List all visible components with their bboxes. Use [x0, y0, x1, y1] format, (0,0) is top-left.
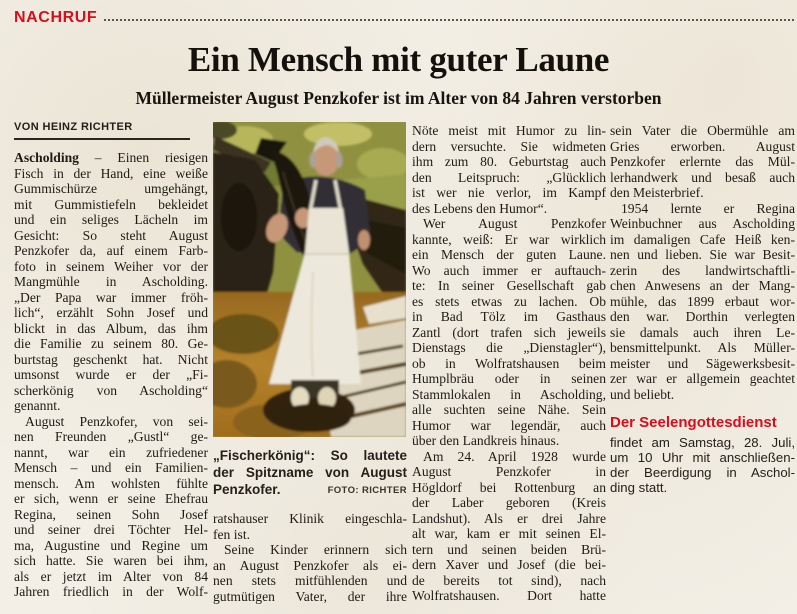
article-line: den Leitspruch: „Glücklich [412, 169, 606, 185]
article-line: nen Freunden „Gustl“ ge- [14, 429, 208, 444]
article-line: tern und seinen beiden Brü- [412, 541, 606, 557]
article-line: sich hatte. Sie waren bei ihm, [14, 553, 208, 568]
article-line: es stets etwas zu lachen. Ob [412, 293, 606, 309]
article-line: Ascholding – Einen riesigen [14, 150, 208, 165]
article-line: Jahren friedlich in der Wolf- [14, 584, 208, 599]
article-line: Penzkofer da, auf einem Farb- [14, 243, 208, 258]
article-line: fen ist. [213, 526, 250, 542]
article-line: gutmütigen Vater, der ihre [213, 588, 407, 604]
obituary-photo [213, 122, 406, 437]
article-line: de bereits tot sind), nach [412, 572, 606, 588]
article-line: nannt, war ein zufriedener [14, 444, 208, 460]
article-line: alt war, kam er mit seinen El- [412, 526, 606, 541]
article-line: meister und Sägewerksbesit- [610, 355, 795, 371]
article-line: Weinbuchner aus Ascholding [610, 216, 795, 231]
article-line: Stammlokalen in Ascholding, [412, 386, 606, 402]
article-line: ihm zum 80. Geburtstag auch [412, 154, 606, 169]
article-line: burtstag geschenkt hat. Nicht [14, 351, 208, 367]
article-headline: Ein Mensch mit guter Laune [187, 40, 610, 79]
article-line: Wer August Penzkofer [423, 216, 606, 231]
article-line: die Familie zu seinem 80. Ge- [14, 336, 208, 351]
article-line: dern versuchte. Sie widmeten [412, 138, 606, 154]
article-line: den war. Dorthin verlegten [610, 309, 795, 324]
section-kicker: NACHRUF [14, 9, 98, 26]
service-notice [610, 414, 795, 495]
photo-illustration [213, 122, 406, 437]
article-line: Dienstags die „Dienstagler“), [412, 340, 606, 355]
article-column-2-text [213, 511, 407, 604]
article-line: sein Vater die Obermühle am [610, 123, 795, 138]
article-line: Wolfratshausen. Dort hatte [412, 588, 606, 603]
article-line: Högldorf bei Rottenburg an [412, 479, 606, 495]
article-line: genannt. [14, 398, 61, 413]
dateline-bold: Ascholding [14, 150, 79, 165]
article-line: Penzkofer erlernte das Mül- [610, 154, 795, 169]
article-column-3 [412, 123, 606, 604]
photo-caption [213, 447, 407, 498]
article-line: und seiner drei Töchter Hel- [14, 522, 208, 537]
article-line: der Laber geboren (Kreis [412, 495, 606, 510]
article-line: über den Landkreis hinaus. [412, 433, 560, 448]
article-line: kannte, weiß: Er war wirklich [412, 231, 606, 247]
service-notice-body [610, 435, 795, 495]
article-line: Nöte meist mit Humor zu lin- [412, 123, 606, 138]
article-line: ist wer nie verlor, im Kampf [412, 185, 606, 200]
article-line: zer war er allgemein geachtet [610, 371, 795, 386]
article-line: mit Gummistiefeln bekleidet [14, 196, 208, 212]
article-line: foto in seinem Weiher vor der [14, 258, 208, 274]
article-line: Gummischürze umgehängt, [14, 181, 208, 196]
article-line: an August Penzkofer als ei- [213, 557, 407, 573]
article-line: lerhandwerk und besaß auch [610, 169, 795, 185]
article-line: mensch. Am wohlsten fühlte [14, 475, 208, 491]
article-line: chen Anwesens an der Mang- [610, 278, 795, 293]
article-subheadline: Müllermeister August Penzkofer ist im Alter von 84 Jahren verstorben [135, 88, 662, 108]
article-line: im damaligen Cafe Heiß ken- [610, 231, 795, 247]
article-line: mühle, das 1899 erbaut wor- [610, 293, 795, 309]
article-line: zerin des landwirtschaftli- [610, 262, 795, 278]
article-line: in Bad Tölz im Gasthaus [412, 309, 606, 324]
article-line: ob in Wolfratshausen beim [412, 355, 606, 371]
article-line: Regina, seinen Sohn Josef [14, 506, 208, 522]
caption-lead: „Fischerkönig“: [213, 448, 316, 463]
notice-line: der Beerdigung in Aschol- [610, 465, 795, 480]
article-line: Mangmühle in Ascholding. [14, 274, 208, 289]
notice-line: findet am Samstag, 28. Juli, [610, 435, 795, 450]
article-line: Humor war legendär, auch [412, 417, 606, 433]
caption-line: Penzkofer. FOTO: RICHTER [213, 482, 407, 497]
article-line: und ein seliges Lächeln im [14, 212, 208, 227]
article-line: Gesicht: So steht August [14, 227, 208, 243]
article-line: nen und lieben. Sie war Besit- [610, 247, 795, 262]
byline: VON HEINZ RICHTER [14, 121, 190, 140]
article-line: Landshut). Als er drei Jahre [412, 510, 606, 526]
article-line: August Penzkofer in [412, 464, 606, 479]
article-line: nen stets mitfühlenden und [213, 573, 407, 588]
article-line: ein Mensch der guten Laune. [412, 247, 606, 262]
article-line: sie damals auch ihren Le- [610, 324, 795, 340]
article-line: blickt in das Album, das ihm [14, 320, 208, 336]
service-notice-heading: Der Seelengottesdienst [610, 414, 777, 431]
article-line: te: In seiner Gesellschaft gab [412, 278, 606, 293]
article-line: dern Xaver und Josef (die bei- [412, 557, 606, 572]
notice-line: ding statt. [610, 480, 668, 495]
article-line: 1954 lernte er Regina [621, 200, 795, 216]
article-line: Gries erworben. August [610, 138, 795, 154]
article-line: ma, Augustine und Regine um [14, 537, 208, 553]
article-column-2 [213, 122, 407, 604]
article-line: Seine Kinder erinnern sich [224, 542, 407, 557]
article-line: er sich, wenn er seine Ehefrau [14, 491, 208, 506]
article-line: Zantl (dort trafen sich jeweils [412, 324, 606, 340]
article-line: umsonst wurde er der „Fi- [14, 367, 208, 382]
article-line: als er jetzt im Alter von 84 [14, 568, 208, 584]
article-line: ratshauser Klinik eingeschla- [213, 511, 407, 526]
article-line: den Meisterbrief. [610, 185, 704, 200]
article-line: lich“, erzählt Sohn Josef und [14, 305, 208, 320]
article-line: des Lebens den Humor“. [412, 200, 548, 216]
article-column-4-text [610, 123, 795, 402]
caption-line: der Spitzname von August [213, 465, 407, 480]
article-line: und beliebt. [610, 386, 675, 402]
dotted-rule [104, 19, 794, 21]
article-line: Mensch – und ein Familien- [14, 460, 208, 475]
article-line: Fisch in der Hand, eine weiße [14, 165, 208, 181]
article-line: August Penzkofer, von sei- [25, 413, 208, 429]
article-column-1 [14, 150, 208, 600]
article-line: bensmittelpunkt. Als Müller- [610, 340, 795, 355]
article-line: Am 24. April 1928 wurde [423, 448, 606, 464]
article-line: Wo auch immer er auftauch- [412, 262, 606, 278]
article-line: scherkönig von Ascholding“ [14, 382, 208, 398]
photo-credit: FOTO: RICHTER [327, 485, 407, 496]
notice-line: um 10 Uhr mit anschließen- [610, 450, 795, 465]
caption-line: „Fischerkönig“: So lautete [213, 448, 407, 463]
article-column-4 [610, 123, 795, 495]
article-line: Humplbräu oder in seinen [412, 371, 606, 386]
article-line: alle suchten seine Nähe. Sein [412, 402, 606, 417]
article-line: „Der Papa war immer fröh- [14, 289, 208, 305]
